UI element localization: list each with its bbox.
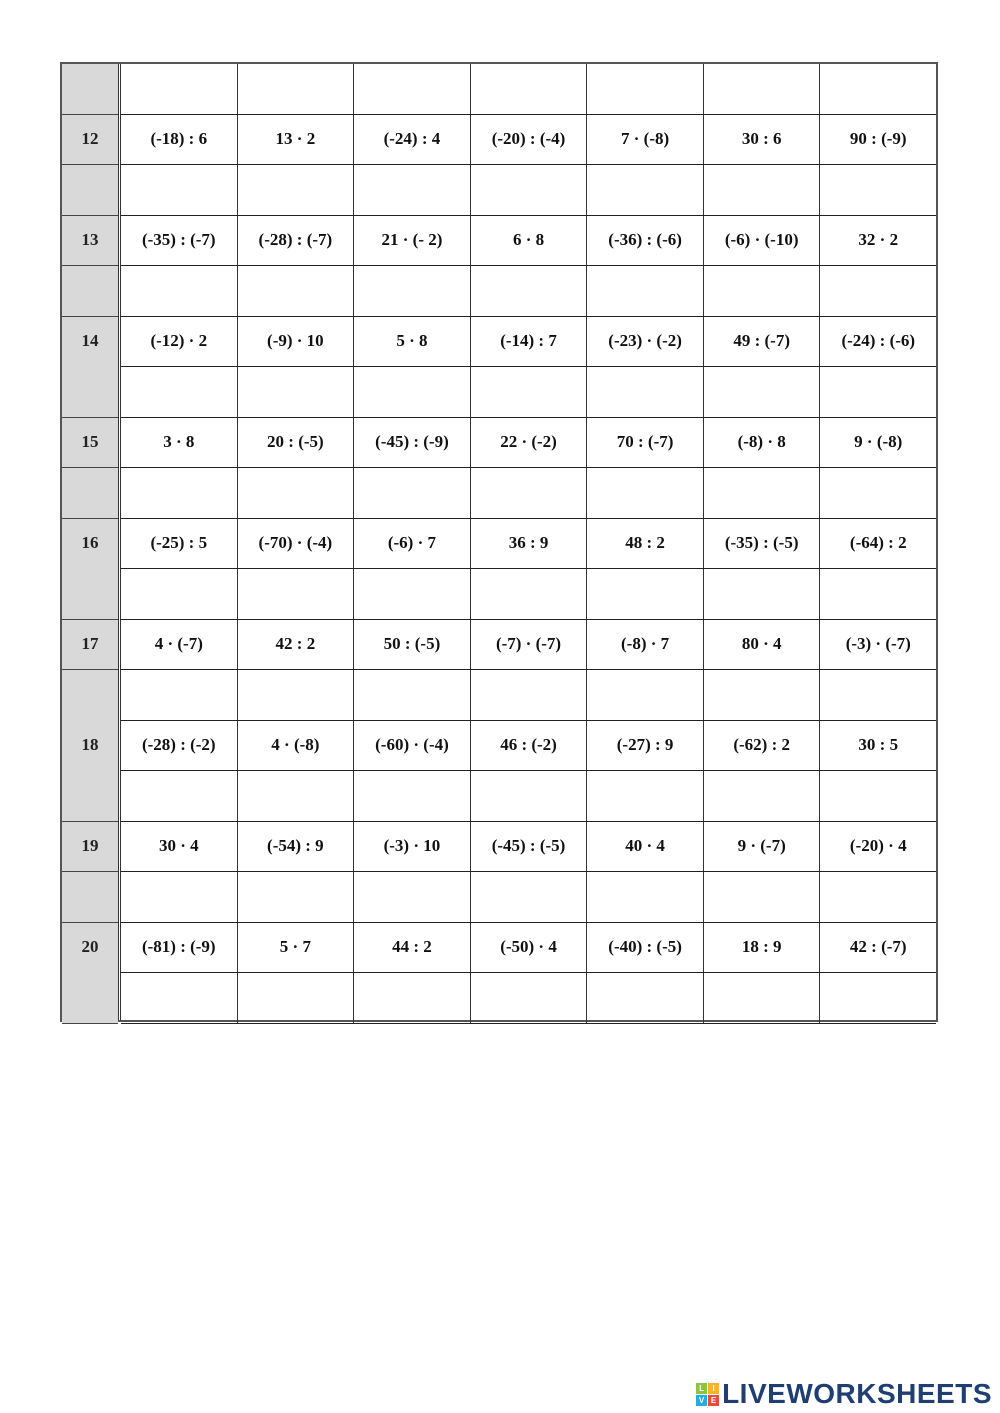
answer-cell[interactable] [471, 64, 588, 114]
answer-cell[interactable] [587, 64, 704, 114]
answer-cell[interactable] [354, 771, 471, 821]
exercise-table [60, 62, 938, 1022]
answer-cell[interactable] [820, 165, 936, 215]
answer-cell[interactable] [354, 569, 471, 619]
row-number-label: 17 [62, 620, 118, 671]
exercise-cell: 3 · 8 [121, 418, 238, 468]
exercise-cell: (-20) · 4 [849, 836, 907, 856]
exercise-cell: 20 : (-5) [238, 418, 355, 468]
exercise-cell: (-6) · 7 [354, 519, 471, 569]
answer-cell[interactable] [820, 569, 936, 619]
exercise-cell: (-7) · (-7) [471, 620, 588, 670]
answer-cell[interactable] [471, 165, 588, 215]
answer-cell[interactable] [121, 771, 238, 821]
answer-cell[interactable] [704, 468, 821, 518]
answer-cell[interactable] [820, 771, 936, 821]
exercise-cell: (-45) : (-9) [354, 418, 471, 468]
answer-cell[interactable] [820, 266, 936, 316]
exercise-cell: 18 : 9 [704, 923, 821, 973]
answer-cell[interactable] [820, 468, 936, 518]
exercise-row [121, 317, 936, 368]
answer-cell[interactable] [704, 670, 821, 720]
answer-cell[interactable] [587, 872, 704, 922]
exercise-cell: 4 · (-7) [121, 620, 238, 670]
answer-cell[interactable] [820, 64, 936, 114]
answer-cell[interactable] [238, 973, 355, 1023]
answer-row [121, 165, 936, 216]
exercise-cell: 42 : (-7) [849, 937, 907, 957]
answer-cell[interactable] [471, 569, 588, 619]
answer-cell[interactable] [587, 165, 704, 215]
row-number-label: 13 [62, 216, 118, 267]
exercise-cell: (-35) : (-7) [121, 216, 238, 266]
row-label-column [62, 64, 118, 1020]
answer-cell[interactable] [121, 64, 238, 114]
answer-cell[interactable] [121, 367, 238, 417]
answer-cell[interactable] [587, 468, 704, 518]
exercise-cell: (-8) · 8 [704, 418, 821, 468]
answer-cell[interactable] [704, 569, 821, 619]
exercise-row [121, 418, 936, 469]
row-number-label: 20 [62, 923, 118, 1024]
answer-cell[interactable] [354, 973, 471, 1023]
row-number-label: 16 [62, 519, 118, 620]
answer-cell[interactable] [587, 266, 704, 316]
answer-cell[interactable] [471, 670, 588, 720]
answer-cell[interactable] [704, 266, 821, 316]
exercise-cell: 32 · 2 [858, 230, 899, 250]
exercise-cell: 90 : (-9) [849, 129, 907, 149]
exercise-cell: (-12) · 2 [121, 317, 238, 367]
answer-cell[interactable] [121, 165, 238, 215]
answer-cell[interactable] [238, 64, 355, 114]
answer-cell[interactable] [354, 64, 471, 114]
exercise-cell: (-62) : 2 [704, 721, 821, 771]
answer-row [121, 367, 936, 418]
exercise-cell: 7 · (-8) [587, 115, 704, 165]
exercise-cell: (-3) · (-7) [845, 634, 911, 654]
exercise-cell: (-81) : (-9) [121, 923, 238, 973]
answer-cell[interactable] [704, 367, 821, 417]
exercise-cell: (-6) · (-10) [704, 216, 821, 266]
exercise-cell: 40 · 4 [587, 822, 704, 872]
exercise-cell: (-9) · 10 [238, 317, 355, 367]
answer-cell[interactable] [354, 872, 471, 922]
row-number-label: 18 [62, 670, 118, 822]
answer-cell[interactable] [238, 468, 355, 518]
row-number-label: 12 [62, 115, 118, 166]
answer-row [121, 64, 936, 115]
row-number-label: 14 [62, 317, 118, 418]
answer-cell[interactable] [121, 266, 238, 316]
answer-cell[interactable] [121, 670, 238, 720]
exercise-cell: (-23) · (-2) [587, 317, 704, 367]
exercise-cell: 4 · (-8) [238, 721, 355, 771]
exercise-cell: 13 · 2 [238, 115, 355, 165]
exercise-cell: (-54) : 9 [238, 822, 355, 872]
answer-cell[interactable] [587, 771, 704, 821]
exercise-cell: (-28) : (-2) [121, 721, 238, 771]
row-number-label [62, 64, 118, 115]
exercise-cell: (-27) : 9 [587, 721, 704, 771]
answer-cell[interactable] [704, 165, 821, 215]
exercise-cell: 49 : (-7) [704, 317, 821, 367]
answer-cell[interactable] [704, 973, 821, 1023]
answer-cell[interactable] [354, 367, 471, 417]
answer-cell[interactable] [820, 973, 936, 1023]
exercise-cell: (-28) : (-7) [238, 216, 355, 266]
answer-cell[interactable] [820, 670, 936, 720]
exercise-cell: 50 : (-5) [354, 620, 471, 670]
answer-row [121, 266, 936, 317]
answer-cell[interactable] [471, 872, 588, 922]
exercise-cell: (-25) : 5 [121, 519, 238, 569]
answer-cell[interactable] [587, 367, 704, 417]
exercise-cell: (-18) : 6 [121, 115, 238, 165]
exercise-cell: (-3) · 10 [354, 822, 471, 872]
answer-cell[interactable] [238, 367, 355, 417]
exercise-cell: 30 · 4 [121, 822, 238, 872]
answer-cell[interactable] [238, 872, 355, 922]
answer-cell[interactable] [471, 367, 588, 417]
exercise-cell: (-36) : (-6) [587, 216, 704, 266]
answer-cell[interactable] [354, 670, 471, 720]
row-number-label [62, 468, 118, 519]
exercise-cell: 48 : 2 [587, 519, 704, 569]
answer-cell[interactable] [354, 165, 471, 215]
answer-cell[interactable] [238, 266, 355, 316]
exercise-cell: 44 : 2 [354, 923, 471, 973]
answer-cell[interactable] [238, 670, 355, 720]
answer-row [121, 670, 936, 721]
exercise-cell: 30 : 6 [704, 115, 821, 165]
exercise-cell: (-64) : 2 [849, 533, 907, 553]
exercise-row [121, 519, 936, 570]
exercise-cell: (-45) : (-5) [471, 822, 588, 872]
exercise-cell: 70 : (-7) [587, 418, 704, 468]
exercise-cell: (-40) : (-5) [587, 923, 704, 973]
answer-cell[interactable] [587, 569, 704, 619]
exercise-cell: 9 · (-7) [704, 822, 821, 872]
exercise-cell: 30 : 5 [858, 735, 899, 755]
answer-cell[interactable] [704, 771, 821, 821]
exercise-cell: (-24) : (-6) [841, 331, 916, 351]
answer-cell[interactable] [121, 872, 238, 922]
exercise-cell: (-50) · 4 [471, 923, 588, 973]
row-number-label [62, 266, 118, 317]
exercise-cell: 5 · 8 [354, 317, 471, 367]
answer-cell[interactable] [354, 468, 471, 518]
exercise-cell: (-60) · (-4) [354, 721, 471, 771]
exercise-cell: (-20) : (-4) [471, 115, 588, 165]
answer-row [121, 569, 936, 620]
row-number-label [62, 165, 118, 216]
answer-cell[interactable] [704, 872, 821, 922]
answer-cell[interactable] [471, 468, 588, 518]
exercise-cell: 42 : 2 [238, 620, 355, 670]
answer-cell[interactable] [587, 670, 704, 720]
answer-row [121, 872, 936, 923]
answer-cell[interactable] [238, 771, 355, 821]
exercise-row [121, 822, 936, 873]
exercise-cell: 80 · 4 [704, 620, 821, 670]
exercise-row [121, 721, 936, 772]
exercise-cell: 46 : (-2) [471, 721, 588, 771]
logo-text: LIVEWORKSHEETS [722, 1378, 992, 1409]
exercise-cell: 22 · (-2) [471, 418, 588, 468]
exercise-cell: 5 · 7 [238, 923, 355, 973]
row-number-label: 15 [62, 418, 118, 469]
answer-cell[interactable] [820, 872, 936, 922]
answer-cell[interactable] [121, 973, 238, 1023]
answer-cell[interactable] [238, 165, 355, 215]
exercise-cell: 6 · 8 [471, 216, 588, 266]
answer-row [121, 468, 936, 519]
answer-cell[interactable] [471, 266, 588, 316]
exercise-row [121, 216, 936, 267]
answer-cell[interactable] [471, 973, 588, 1023]
exercise-cell: 36 : 9 [471, 519, 588, 569]
row-number-label: 19 [62, 822, 118, 873]
answer-cell[interactable] [354, 266, 471, 316]
logo-badge-icon: L I V E [696, 1383, 719, 1406]
answer-cell[interactable] [121, 468, 238, 518]
row-number-label [62, 872, 118, 923]
exercise-cell: 21 · (- 2) [354, 216, 471, 266]
answer-cell[interactable] [121, 569, 238, 619]
exercise-cell: (-8) · 7 [587, 620, 704, 670]
exercise-row [121, 115, 936, 166]
exercise-cell: (-24) : 4 [354, 115, 471, 165]
liveworksheets-logo [696, 1378, 992, 1410]
exercise-cell: 9 · (-8) [854, 432, 903, 452]
exercise-row [121, 923, 936, 974]
answer-row [121, 771, 936, 822]
exercise-cell: (-35) : (-5) [704, 519, 821, 569]
exercise-grid [118, 64, 936, 1020]
exercise-row [121, 620, 936, 671]
answer-cell[interactable] [587, 973, 704, 1023]
answer-cell[interactable] [238, 569, 355, 619]
answer-cell[interactable] [704, 64, 821, 114]
answer-row [121, 973, 936, 1024]
answer-cell[interactable] [820, 367, 936, 417]
exercise-cell: (-70) · (-4) [238, 519, 355, 569]
answer-cell[interactable] [471, 771, 588, 821]
exercise-cell: (-14) : 7 [471, 317, 588, 367]
